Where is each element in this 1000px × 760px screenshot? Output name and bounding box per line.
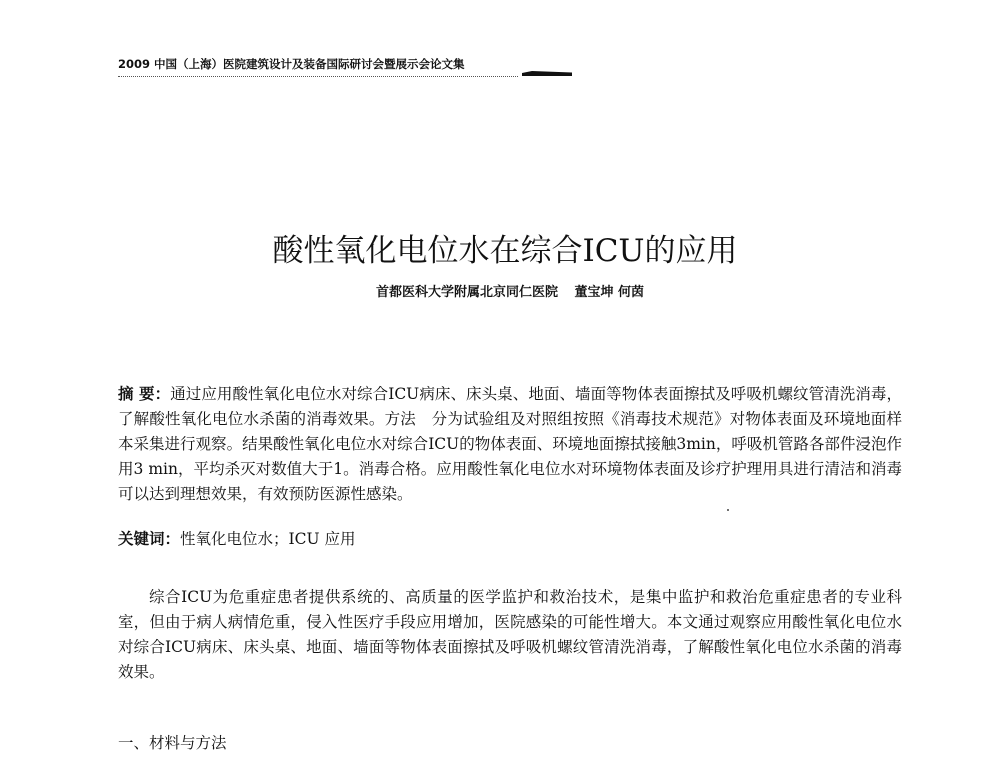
- running-header: 2009 中国（上海）医院建筑设计及装备国际研讨会暨展示会论文集: [118, 57, 465, 71]
- header-bar: [522, 71, 572, 76]
- header-rule: [118, 76, 518, 77]
- keywords-label: 关键词：: [118, 530, 181, 548]
- intro-paragraph: 综合ICU为危重症患者提供系统的、高质量的医学监护和救治技术，是集中监护和救治危重症患者的专业科室，但由于病人病情危重，侵入性医疗手段应用增加，医院感染的可能性增大。本文通过观察应用酸性氧化电位水对综合ICU病床、床头桌、地面、墙面等物体表面擦拭及呼吸机螺纹管清洗消毒，了解酸性氧化电位水杀菌的消毒效果。: [118, 588, 902, 681]
- abstract-label: 摘 要：: [118, 385, 171, 403]
- abstract-text: 通过应用酸性氧化电位水对综合ICU病床、床头桌、地面、墙面等物体表面擦拭及呼吸机螺纹管清洗消毒，了解酸性氧化电位水杀菌的消毒效果。方法 分为试验组及对照组按照《消毒技术规范》对物体表面及环境地面样本采集进行观察。结果酸性氧化电位水对综合ICU的物体表面、环境地面擦拭接触3min，呼吸机管路各部件浸泡作用3 min，平均杀灭对数值大于1。消毒合格。应用酸性氧化电位水对环境物体表面及诊疗护理用具进行清洁和消毒可以达到理想效果，有效预防医源性感染。: [118, 385, 902, 503]
- paper-title: 酸性氧化电位水在综合ICU的应用: [272, 232, 738, 269]
- keywords-text: 性氧化电位水；ICU 应用: [180, 530, 356, 548]
- author-names: 董宝坤 何茵: [574, 285, 645, 300]
- scan-speck: [727, 509, 729, 511]
- author-affiliation: 首都医科大学附属北京同仁医院: [375, 285, 558, 300]
- section-heading: 一、材料与方法: [118, 734, 227, 752]
- author-line: [0, 281, 1000, 300]
- keywords: [118, 527, 902, 552]
- abstract: [118, 382, 902, 507]
